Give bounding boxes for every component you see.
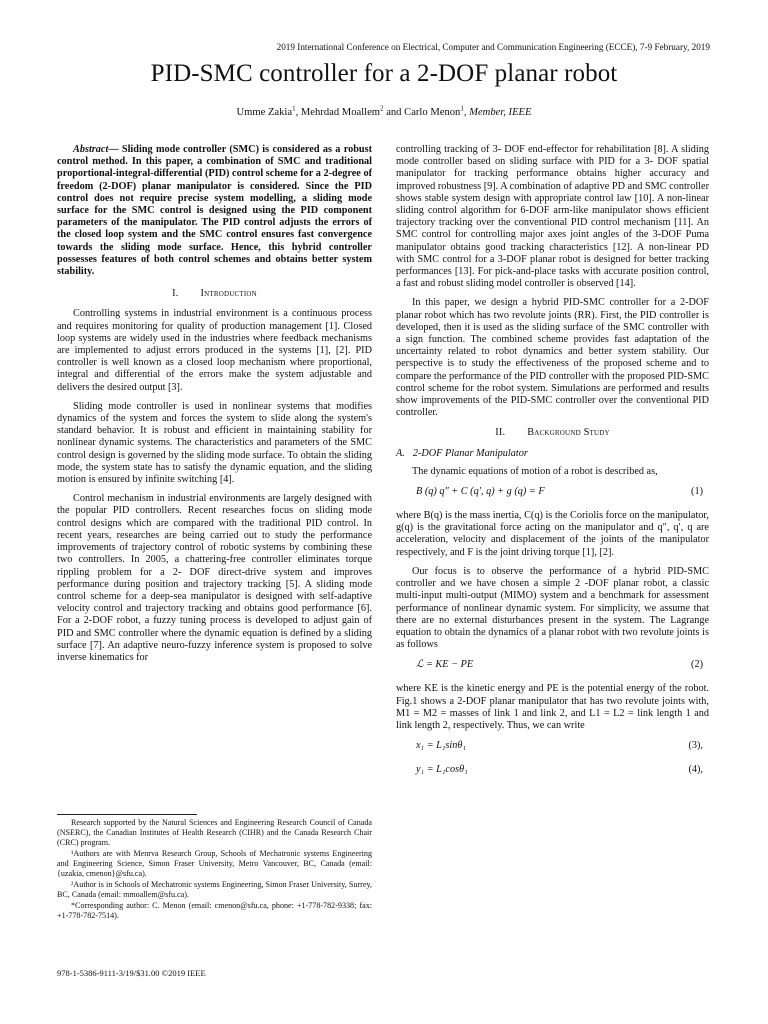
left-column (57, 144, 372, 671)
subsection-heading (396, 448, 709, 460)
section-title: Background Study (527, 427, 610, 439)
paragraph: Control mechanism in industrial environments are largely designed with the popular PID controllers. Recent researches focus on sliding mode control designs which are compared with the traditional PID control. In recent years, researches are being carried out to study the performance improvements of trajectory control of robotic systems by combining these two controllers. In 2005, a chattering-free controller eliminates torque rippling problem for a 2- DOF direct-drive system and improves performance during position and trajectory tracking [5]. A sliding mode control scheme for a deep-sea manipulator is designed with self-adaptive velocity control and trajectory tracking and obtains good performance [6]. For a 2-DOF robot, a fuzzy tuning process is developed to adjust gain of PID and SMC controller where the dynamic equation is defined by a sliding surface [7]. An adaptive neuro-fuzzy inference system is proposed to solve inverse kinematics for (57, 493, 372, 663)
section-title: Introduction (200, 288, 257, 300)
conference-header: 2019 International Conference on Electrical, Computer and Communication Engineering (ECCE), 7-9 February, 2019 (276, 42, 710, 52)
affiliation-mark: 1 (460, 104, 464, 113)
equation-number: (2) (691, 659, 703, 671)
equation-number: (1) (691, 486, 703, 498)
equation-expression: ℒ = KE − PE (416, 659, 474, 671)
author-conjunction: and (386, 107, 402, 118)
abstract-dash: — (108, 144, 119, 155)
equation-2 (396, 659, 709, 673)
author-line: Umme Zakia$^1$, Mehrdad Moallem$^2$ and Carlo Menon$^1$, Member, IEEE (236, 104, 532, 118)
footnote: Research supported by the Natural Sciences and Engineering Research Council of Canada (NSERC), the Canadian Institutes of Health Research (CIHR) and the Canada Research Chair (CRC) program. (57, 818, 372, 847)
equation-4 (396, 764, 709, 778)
equation-expression: y₁ = L₁cosθ₁ (416, 764, 468, 776)
paragraph: Our focus is to observe the performance of a hybrid PID-SMC controller and we have chosen a simple 2 -DOF planar robot, a classic multi-input multi-output (MIMO) system and a benchmark for assessment performance of nonlinear dynamic system. For simplicity, we assume that there are no external disturbances present in the system. The Lagrange equation to obtain the dynamics of a planar robot with two revolute joints is as follows (396, 565, 709, 651)
paragraph: Sliding mode controller is used in nonlinear systems that modifies dynamics of the system and forces the system to slide along the system's standard behavior. It is robust and efficient in maintaining stability for nonlinear dynamic systems. The characteristics and parameters of the SMC control design is governed by the sliding mode surface. To obtain the sliding mode, the system state has to satisfy the dynamic equation, and the sliding motion is ensured by infinite switching [4]. (57, 400, 372, 486)
paragraph: controlling tracking of 3- DOF end-effector for rehabilitation [8]. A sliding mode controller based on sliding surface with PID for a 3- DOF spatial manipulator for tracking performance obtains higher accuracy and improved robustness [9]. A combination of adaptive PD and SMC controller shows stable system design with appropriate control law [10]. A non-linear sliding control algorithm for 6-DOF arm-like manipulator shows efficient trajectory tracking over the conventional PID control mechanism [11]. An SMC control for controlling major axes joint angles of the 3-DOF Puma manipulator obtains good tracking characteristics [12]. A non-linear PD with SMC control for a 3-DOF planar robot is designed for better tracking performances [13]. For pick-and-place tasks with accurate position control, a fast and robust sliding model controller is observed [14]. (396, 144, 709, 290)
subsection-letter: A. (396, 447, 405, 459)
paragraph: Controlling systems in industrial environment is a continuous process and requires monitoring for quality of production management [1]. Closed loop systems are widely used in the industries where feedback mechanisms are implemented to adjust errors produced in the systems [1], [2]. PID controller is well known as a closed loop mechanism where proportional, integral and differential of the errors make the system adjustable and delivers the desired output [3]. (57, 308, 372, 393)
paragraph: where B(q) is the mass inertia, C(q) is the Coriolis force on the manipulator, g(q) is the gravitational force acting on the manipulator and q″, q′, q are acceleration, velocity and displacement of the joints of the manipulator respectively, and F is the joint driving torque [1], [2]. (396, 510, 709, 558)
abstract-label: Abstract (73, 144, 109, 155)
affiliation-mark: 2 (380, 104, 384, 113)
author-name: Mehrdad Moallem (300, 107, 381, 118)
affiliation-mark: 1 (292, 104, 296, 113)
equation-expression: x₁ = L₁sinθ₁ (416, 740, 466, 752)
abstract (57, 144, 372, 278)
right-column (396, 144, 709, 788)
abstract-text: Sliding mode controller (SMC) is considered as a robust control method. In this paper, a combination of SMC and traditional proportional-integral-differential (PID) control scheme for a 2-degree of freedom (2-DOF) planar manipulator is considered. Since the PID control does not require precise system modelling, a sliding mode surface for the SMC control is designed using the PID component parameters of the manipulator. The PID control adjusts the errors of the closed loop system and the SMC control ensures fast convergence towards the sliding mode surface. Hence, this hybrid controller possesses features of both control schemes and obtains better system stability. (57, 144, 372, 278)
footnote: ¹Authors are with Menrva Research Group, Schools of Mechatronic systems Engineering and Engineering Science, Simon Fraser University, Metro Vancouver, BC, Canada (email: {uzakia, cmenon}@sfu.ca). (57, 849, 372, 878)
paragraph: The dynamic equations of motion of a robot is described as, (412, 465, 658, 477)
footnote: ²Author is in Schools of Mechatronic systems Engineering, Simon Fraser University, Surrey, BC, Canada (email: mmoallem@sfu.ca). (57, 880, 372, 899)
section-number: II. (495, 427, 506, 439)
paragraph: where KE is the kinetic energy and PE is the potential energy of the robot. Fig.1 shows a 2-DOF planar manipulator that has two revolute joints with, M1 = M2 = masses of link 1 and link 2, and L1 = L2 = link length 1 and link length 2, respectively. Thus, we can write (396, 683, 709, 731)
equation-1 (396, 486, 709, 500)
footnote: *Corresponding author: C. Menon (email: cmenon@sfu.ca, phone: +1-778-782-9338; fax: +1-778-782-7514). (57, 901, 372, 920)
subsection-title: 2-DOF Planar Manipulator (412, 447, 528, 459)
equation-expression: B (q) q″ + C (q′, q) + g (q) = F (416, 486, 545, 498)
equation-number: (3), (688, 740, 703, 752)
equation-number: (4), (688, 764, 703, 776)
section-number: I. (172, 288, 179, 300)
paper-title: PID-SMC controller for a 2-DOF planar robot (150, 60, 618, 87)
copyright-line: 978-1-5386-9111-3/19/$31.00 ©2019 IEEE (57, 968, 206, 978)
author-name: Carlo Menon (404, 107, 461, 118)
paragraph: In this paper, we design a hybrid PID-SMC controller for a 2-DOF planar robot which has two revolute joints (RR). First, the PID controller is developed, then it is used as the sliding surface of the SMC controller with a sign function. The combined scheme provides fast adaptation of the uncertainty related to robot dynamics and better system stability. Our perspective is to study the effectiveness of the proposed scheme and to compare the performance of the PID controller with the proposed PID-SMC control scheme for the robot system. Simulations are performed and results show improvements of the PID-SMC controller over the conventional PID controller. (396, 297, 709, 419)
author-membership: Member, IEEE (469, 107, 532, 118)
equation-3 (396, 740, 709, 754)
footnotes (57, 814, 372, 922)
section-heading-background (396, 427, 709, 439)
author-name: Umme Zakia (236, 107, 293, 118)
section-heading-introduction (57, 288, 372, 300)
footnote-rule (57, 814, 197, 815)
